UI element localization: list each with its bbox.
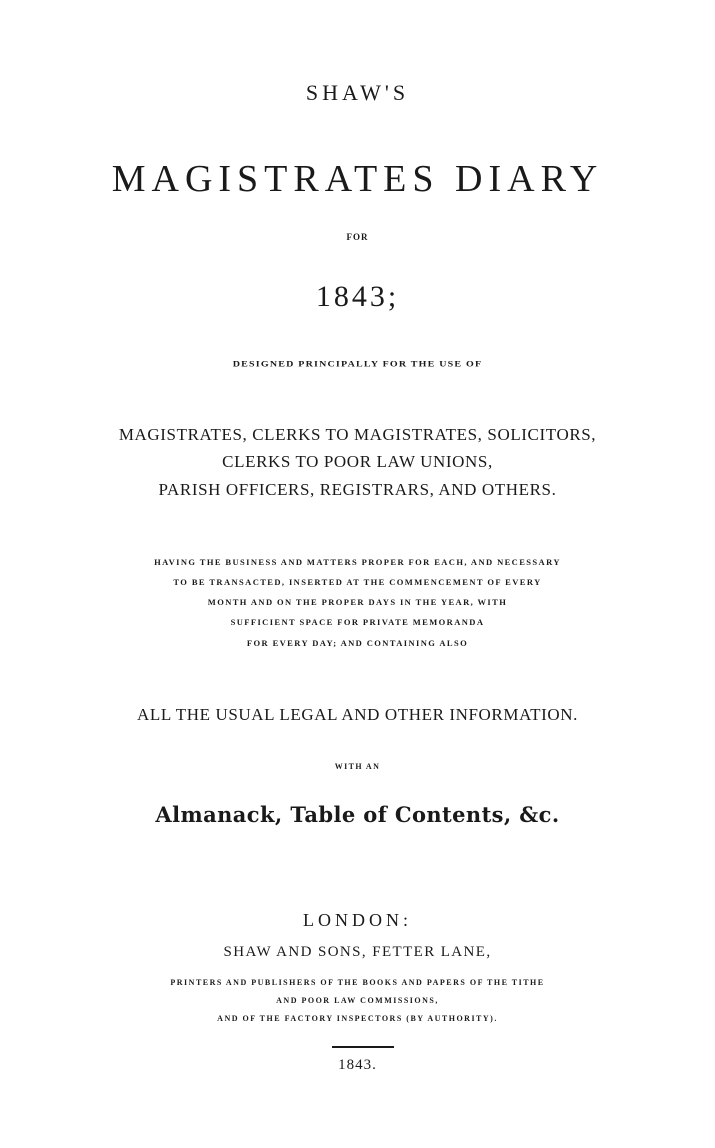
with-an: WITH AN bbox=[334, 762, 381, 771]
for-word: FOR bbox=[346, 232, 369, 242]
usual-info: ALL THE USUAL LEGAL AND OTHER INFORMATION. bbox=[137, 705, 578, 724]
printers-line-2: AND POOR LAW COMMISSIONS, bbox=[276, 996, 439, 1005]
imprint-year: 1843. bbox=[338, 1057, 377, 1073]
audience-line-2: CLERKS TO POOR LAW UNIONS, bbox=[222, 452, 493, 471]
publisher-name: SHAW'S bbox=[305, 80, 410, 105]
year-heading: 1843; bbox=[315, 280, 400, 313]
description-line-1: HAVING THE BUSINESS AND MATTERS PROPER FOR EACH, AND NECESSARY bbox=[154, 557, 561, 567]
description-line-2: TO BE TRANSACTED, INSERTED AT THE COMMENCEMENT OF EVERY bbox=[173, 577, 542, 587]
printers-line-1: PRINTERS AND PUBLISHERS OF THE BOOKS AND PAPERS OF THE TITHE bbox=[170, 978, 545, 987]
printers-line-3: AND OF THE FACTORY INSPECTORS (BY AUTHORITY). bbox=[217, 1014, 498, 1023]
description-line-3: MONTH AND ON THE PROPER DAYS IN THE YEAR, WITH bbox=[207, 597, 508, 607]
description-line-4: SUFFICIENT SPACE FOR PRIVATE MEMORANDA bbox=[230, 617, 485, 627]
designed-line: DESIGNED PRINCIPALLY FOR THE USE OF bbox=[232, 359, 483, 370]
description-line-5: FOR EVERY DAY; AND CONTAINING ALSO bbox=[246, 638, 469, 648]
imprint-firm: SHAW AND SONS, FETTER LANE, bbox=[223, 944, 492, 960]
almanack-line: Almanack, Table of Contents, &c. bbox=[155, 802, 560, 827]
audience-line-3: PARISH OFFICERS, REGISTRARS, AND OTHERS. bbox=[158, 480, 557, 499]
audience-line-1: MAGISTRATES, CLERKS TO MAGISTRATES, SOLICITORS, bbox=[118, 425, 597, 444]
main-title: MAGISTRATES DIARY bbox=[111, 158, 604, 200]
imprint-city: LONDON: bbox=[303, 910, 412, 930]
imprint-rule bbox=[332, 1046, 394, 1048]
